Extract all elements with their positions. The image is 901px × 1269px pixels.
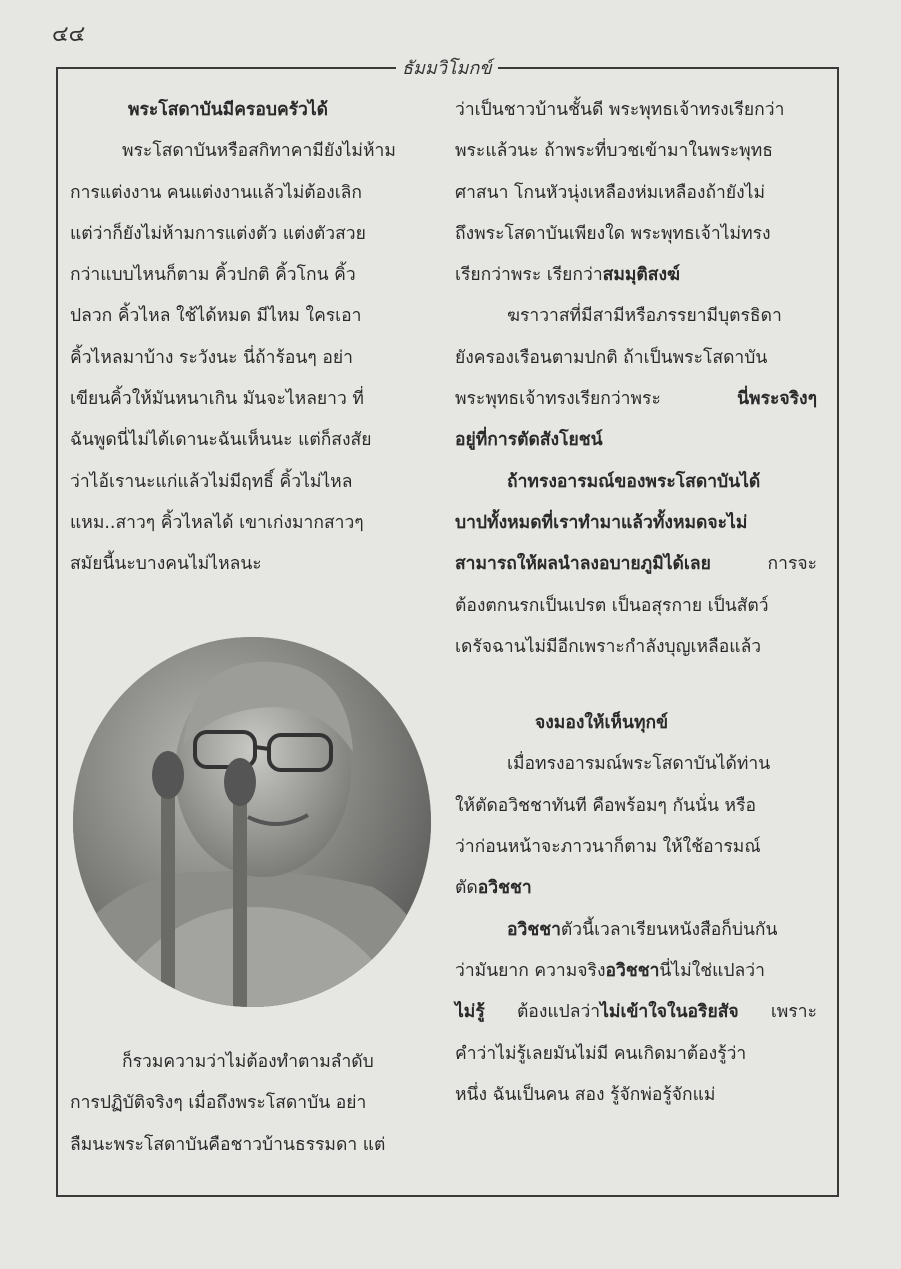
text-line: ถึงพระโสดาบันเพียงใด พระพุทธเจ้าไม่ทรง [455,223,771,244]
text-line: ว่าก่อนหน้าจะภาวนาก็ตาม ให้ใช้อารมณ์ [455,837,761,858]
text-line: ไม่รู้ ต้องแปลว่าไม่เข้าใจในอริยสัจ เพราะ [455,1002,817,1023]
text-line: แหม..สาวๆ คิ้วไหลได้ เขาเก่งมากสาวๆ [70,512,364,533]
text-line: สมัยนี้นะบางคนไม่ไหลนะ [70,554,262,575]
text-line: อวิชชา ตัวนี้เวลาเรียนหนังสือก็บ่นกัน [507,919,778,940]
text-line: พระพุทธเจ้าทรงเรียกว่าพระ นี่พระจริงๆ [455,389,817,410]
left-column [70,90,432,586]
text-line: กว่าแบบไหนก็ตาม คิ้วปกติ คิ้วโกน คิ้ว [70,265,356,286]
text-line: ตัด อวิชชา [455,878,532,899]
text-line: ฉันพูดนี่ไม่ได้เดานะฉันเห็นนะ แต่ก็สงสัย [70,430,372,451]
text-line: ยังครองเรือนตามปกติ ถ้าเป็นพระโสดาบัน [455,347,768,368]
text-line: ปลวก คิ้วไหล ใช้ได้หมด มีไหม ใครเอา [70,306,362,327]
text-line: คิ้วไหลมาบ้าง ระวังนะ นี่ถ้าร้อนๆ อย่า [70,347,353,368]
running-header: ธัมมวิโมกข์ [396,53,498,82]
text-line: อยู่ที่การตัดสังโยชน์ [455,430,603,451]
text-line: คำว่าไม่รู้เลยมันไม่มี คนเกิดมาต้องรู้ว่า [455,1043,747,1064]
text-line: ให้ตัดอวิชชาทันที คือพร้อมๆ กันนั่น หรือ [455,795,756,816]
text-line: เมื่อทรงอารมณ์พระโสดาบันได้ท่าน [507,754,771,775]
text-line: เขียนคิ้วให้มันหนาเกิน มันจะไหลยาว ที่ [70,389,364,410]
text-line: การปฏิบัติจริงๆ เมื่อถึงพระโสดาบัน อย่า [70,1093,367,1114]
text-line: ต้องตกนรกเป็นเปรต เป็นอสุรกาย เป็นสัตว์ [455,595,769,616]
left-lower-paragraph [70,1042,432,1166]
text-line: พระแล้วนะ ถ้าพระที่บวชเข้ามาในพระพุทธ [455,141,773,162]
right-column [455,90,817,1116]
text-line: เรียกว่าพระ เรียกว่า สมมุติสงฆ์ [455,265,681,286]
text-line: ถ้าทรงอารมณ์ของพระโสดาบันได้ [507,471,761,492]
text-line: ลืมนะพระโสดาบันคือชาวบ้านธรรมดา แต่ [70,1134,386,1155]
text-line: ว่าเป็นชาวบ้านชั้นดี พระพุทธเจ้าทรงเรียกว่า [455,100,785,120]
text-line: ว่ามันยาก ความจริง อวิชชา นี่ไม่ใช่แปลว่า [455,960,765,981]
page-number: ๔๔ [52,22,86,47]
text-line: บาปทั้งหมดที่เราทำมาแล้วทั้งหมดจะไม่ [455,512,748,533]
monk-portrait-photo [73,637,431,1007]
section-heading: จงมองให้เห็นทุกข์ [535,713,669,734]
text-line: ว่าไอ้เรานะแก่แล้วไม่มีฤทธิ์ คิ้วไม่ไหล [70,471,353,492]
text-line: ฆราวาสที่มีสามีหรือภรรยามีบุตรธิดา [507,306,782,327]
text-line: สามารถให้ผลนำลงอบายภูมิได้เลย การจะ [455,554,817,575]
section-heading: พระโสดาบันมีครอบครัวได้ [128,100,329,120]
text-line: ก็รวมความว่าไม่ต้องทำตามลำดับ [122,1052,374,1072]
text-line: การแต่งงาน คนแต่งงานแล้วไม่ต้องเลิก [70,182,362,203]
text-line: เดรัจฉานไม่มีอีกเพราะกำลังบุญเหลือแล้ว [455,636,762,657]
text-line: หนึ่ง ฉันเป็นคน สอง รู้จักพ่อรู้จักแม่ [455,1084,716,1105]
text-line: แต่ว่าก็ยังไม่ห้ามการแต่งตัว แต่งตัวสวย [70,223,366,244]
text-line: ศาสนา โกนหัวนุ่งเหลืองห่มเหลืองถ้ายังไม่ [455,182,766,203]
text-line: พระโสดาบันหรือสกิทาคามียังไม่ห้าม [122,141,396,162]
